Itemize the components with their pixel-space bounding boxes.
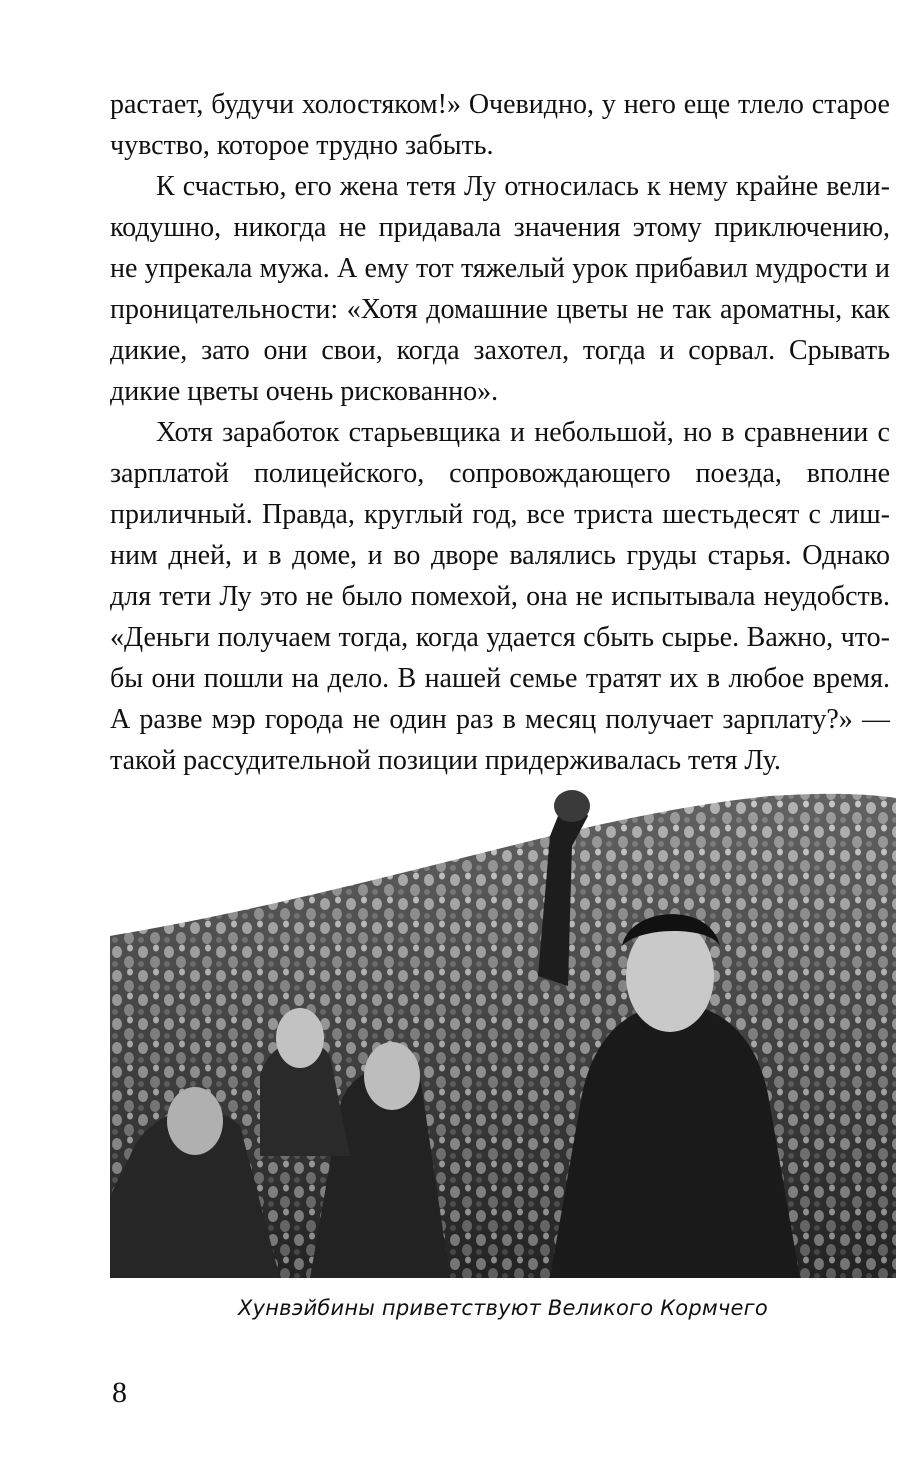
crowd-photo xyxy=(110,776,896,1278)
body-text xyxy=(110,84,890,781)
photo-caption: Хунвэйбины приветствуют Великого Кормчего xyxy=(238,1296,768,1320)
page-number: 8 xyxy=(112,1376,127,1409)
paragraph-3: Хотя заработок старьевщика и небольшой, но в сравнении с зарплатой полицейского, сопровождающего поезда, вполне приличный. Правда, круглый год, все триста шестьдесят с лишним дней, и в доме, и во дворе валялись груды старья. Однако для тети Лу это не было помехой, она не испытывала неудобств. «Деньги получаем тогда, когда удается сбыть сырье. Важно, чтобы они пошли на дело. В нашей семье тратят их в любое время. А разве мэр города не один раз в месяц получает зарплату?» — такой рассудительной позиции придерживалась тетя Лу. xyxy=(110,417,890,776)
paragraph-2: К счастью, его жена тетя Лу относилась к нему крайне великодушно, никогда не придавала значения этому приключению, не упрекала мужа. А ему тот тяжелый урок прибавил мудрости и проницательности: «Хотя домашние цветы не так ароматны, как дикие, зато они свои, когда захотел, тогда и сорвал. Срывать дикие цветы очень рискованно». xyxy=(110,171,890,407)
paragraph-1: растает, будучи холостяком!» Очевидно, у него еще тлело старое чувство, которое трудно забыть. xyxy=(110,89,890,161)
